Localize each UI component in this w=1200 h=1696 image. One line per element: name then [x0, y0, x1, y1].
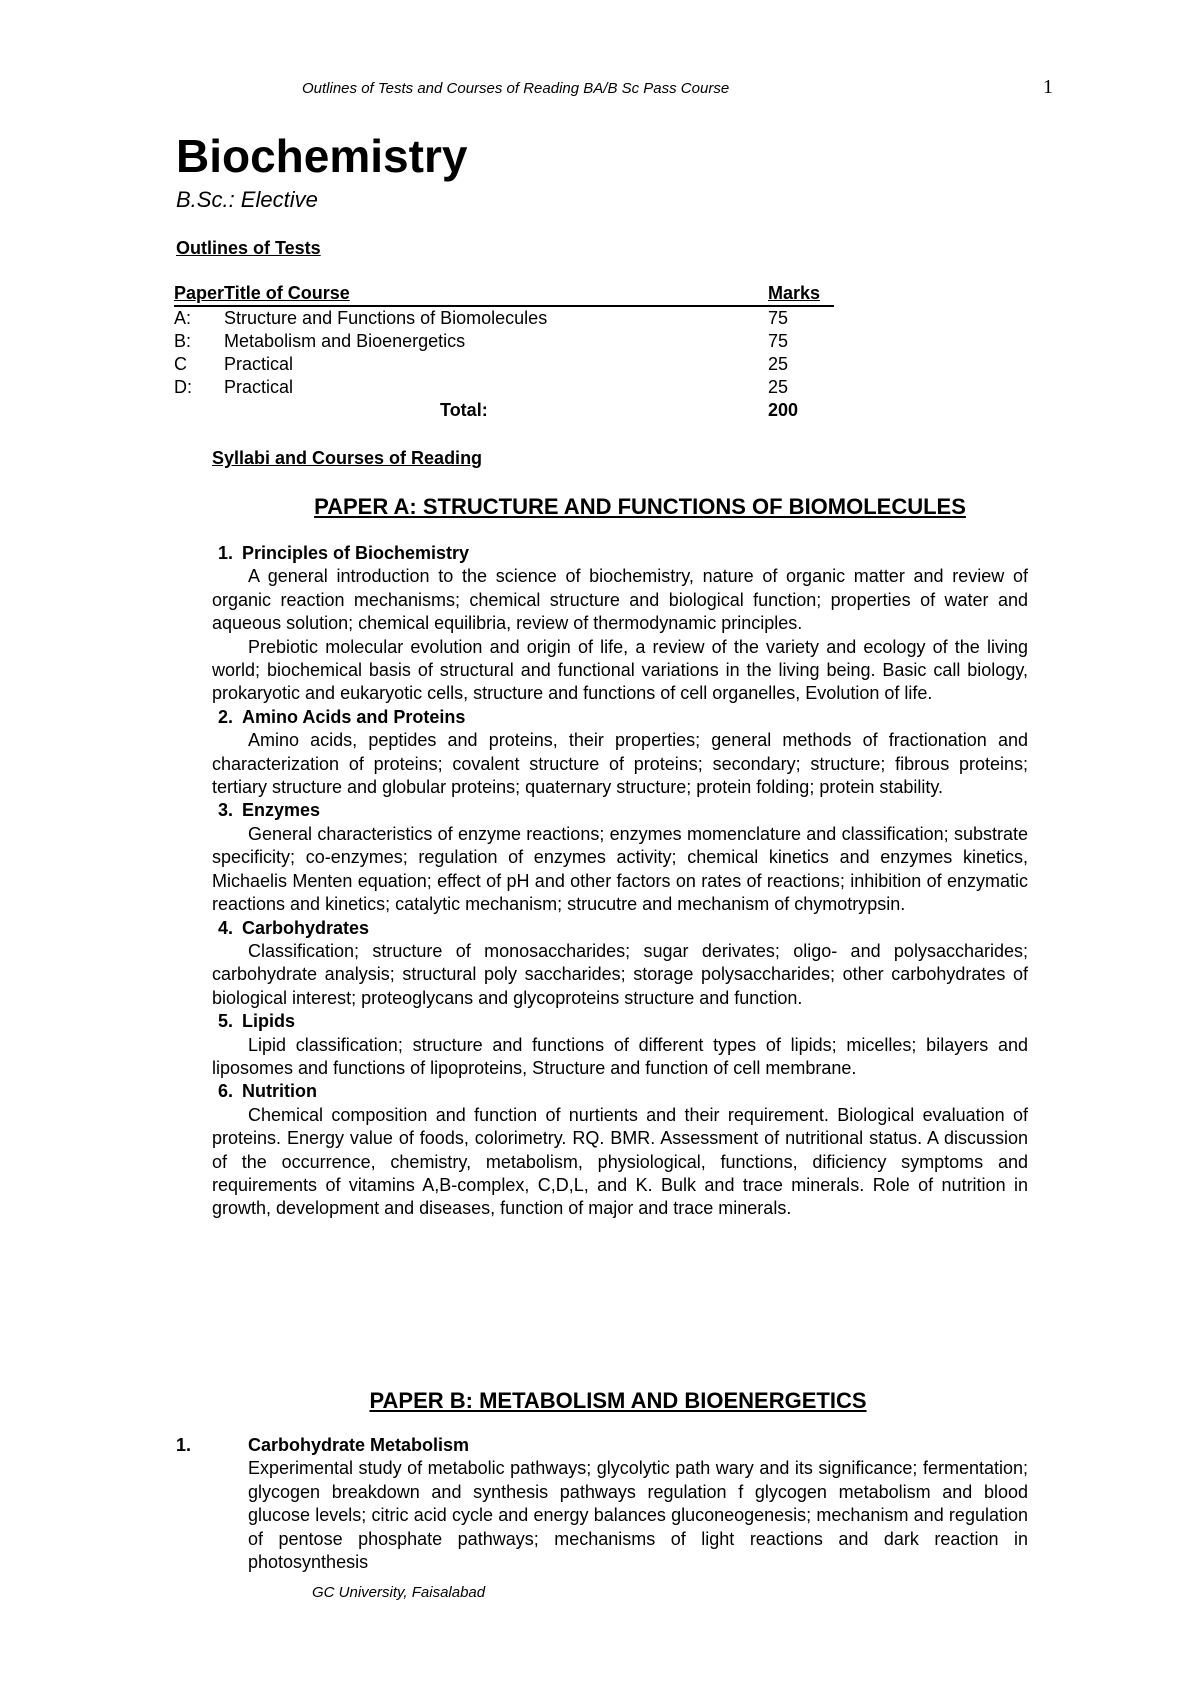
table-row [174, 376, 834, 399]
topic-number: 3. [218, 800, 234, 821]
topic-paragraph: Chemical composition and function of nurtients and their requirement. Biological evaluation of proteins. Energy value of foods, colorimetry. RQ. BMR. Assessment of nutritional status. A discussion of the occurrence, chemistry, metabolism, physiological, functions, dificiency symptoms and requirements of vitamins A,B-complex, C,D,L, and K. Bulk and trace minerals. Role of nutrition in growth, development and diseases, function of major and trace minerals. [212, 1104, 1028, 1219]
table-row [174, 306, 834, 330]
topic-title-text: Amino Acids and Proteins [242, 706, 466, 727]
course-title-cell: Structure and Functions of Biomolecules [224, 308, 548, 328]
topic-title-text: Principles of Biochemistry [242, 543, 470, 563]
topic-lipids [212, 1010, 1028, 1080]
topic-title-text: Carbohydrates [242, 917, 370, 938]
column-header-paper: Paper [174, 282, 224, 306]
document-title: Biochemistry [176, 130, 468, 182]
topic-title-text: Nutrition [242, 1081, 317, 1102]
marks-cell: 75 [768, 308, 789, 328]
outlines-heading: Outlines of Tests [176, 238, 321, 258]
topic-title [218, 706, 1028, 729]
topic-title [218, 1010, 1028, 1033]
topic-title-text: Enzymes [242, 800, 321, 821]
total-row [174, 399, 834, 422]
total-value: 200 [768, 400, 799, 420]
page-footer: GC University, Faisalabad [312, 1584, 486, 1601]
outlines-table [174, 282, 834, 422]
topic-paragraph: Prebiotic molecular evolution and origin of life, a review of the variety and ecology of the living world; biochemical basis of structural and functional variations in the living being. Basic call biology, prokaryotic and eukaryotic cells, structure and functions of cell organelles, Evolution of life. [212, 636, 1028, 704]
topic-paragraph: A general introduction to the science of biochemistry, nature of organic matter and review of organic reaction mechanisms; chemical structure and biological function; properties of water and aqueous solution; chemical equilibria, review of thermodynamic principles. [212, 566, 1028, 634]
column-header-title: Title of Course [224, 282, 768, 306]
topic-title-text: Lipids [242, 1011, 295, 1032]
topic-paragraph: General characteristics of enzyme reactions; enzymes momenclature and classification; substrate specificity; co-enzymes; regulation of enzymes activity; chemical kinetics and enzymes kinetics, Michaelis Menten equation; effect of pH and other factors on rates of reactions; inhibition of enzymatic reactions and kinetics; catalytic mechanism; strucutre and mechanism of chymotrypsin. [212, 823, 1028, 915]
table-row [174, 330, 834, 353]
topic-paragraph: Lipid classification; structure and functions of different types of lipids; micelles; bilayers and liposomes and functions of lipoproteins, Structure and function of cell membrane. [212, 1034, 1028, 1078]
document-subtitle: B.Sc.: Elective [176, 187, 318, 212]
topic-carbohydrates [212, 917, 1028, 1011]
topic-title [218, 542, 1028, 565]
topic-carbohydrate-metabolism [176, 1434, 1028, 1574]
course-title-cell: Metabolism and Bioenergetics [224, 331, 466, 351]
running-header: Outlines of Tests and Courses of Reading BA/B Sc Pass Course [302, 80, 730, 97]
topic-number: 5. [218, 1011, 234, 1032]
table-header-row [174, 282, 834, 306]
syllabi-heading: Syllabi and Courses of Reading [212, 448, 483, 468]
topic-enzymes [212, 799, 1028, 916]
marks-cell: 75 [768, 331, 789, 351]
topic-nutrition [212, 1080, 1028, 1220]
course-title-cell: Practical [224, 377, 294, 397]
topic-number: 4. [218, 917, 234, 938]
marks-cell: 25 [768, 354, 789, 374]
topic-number: 6. [218, 1081, 234, 1102]
paper-cell: A: [174, 308, 192, 328]
topic-title [218, 917, 1028, 940]
column-header-marks: Marks [768, 282, 834, 306]
topic-paragraph: Experimental study of metabolic pathways; glycolytic path wary and its significance; fermentation; glycogen breakdown and synthesis pathways regulation f glycogen metabolism and blood glucose levels; citric acid cycle and energy balances gluconeogenesis; mechanism and regulation of pentose phosphate pathways; mechanisms of light reactions and dark reaction in photosynthesis [248, 1458, 1028, 1573]
topic-principles-of-biochemistry [212, 542, 1028, 706]
paper-cell: B: [174, 331, 192, 351]
topic-title-text: Carbohydrate Metabolism [248, 1435, 470, 1455]
topic-paragraph: Amino acids, peptides and proteins, their properties; general methods of fractionation and characterization of proteins; covalent structure of proteins; secondary; structure; fibrous proteins; tertiary structure and globular proteins; quaternary structure; protein folding; protein stability. [212, 730, 1028, 798]
topic-title [218, 799, 1028, 822]
total-label: Total: [440, 400, 488, 420]
topic-number: 2. [218, 706, 234, 727]
page-number: 1 [1043, 76, 1053, 98]
paper-a-body [212, 542, 1028, 1221]
topic-paragraph: Classification; structure of monosaccharides; sugar derivates; oligo- and polysaccharides; carbohydrate analysis; structural poly saccharides; storage polysaccharides; other carbohydrates of biological interest; proteoglycans and glycoproteins structure and function. [212, 940, 1028, 1008]
marks-cell: 25 [768, 377, 789, 397]
paper-b-heading: PAPER B: METABOLISM AND BIOENERGETICS [369, 1388, 867, 1413]
table-row [174, 353, 834, 376]
topic-number: 1. [176, 1435, 192, 1455]
topic-title [218, 1080, 1028, 1103]
total-spacer [174, 399, 224, 422]
course-title-cell: Practical [224, 354, 294, 374]
topic-amino-acids-and-proteins [212, 706, 1028, 800]
paper-a-heading: PAPER A: STRUCTURE AND FUNCTIONS OF BIOMOLECULES [314, 494, 966, 519]
paper-cell: D: [174, 377, 192, 397]
paper-cell: C [174, 354, 187, 374]
topic-number: 1. [218, 543, 234, 563]
